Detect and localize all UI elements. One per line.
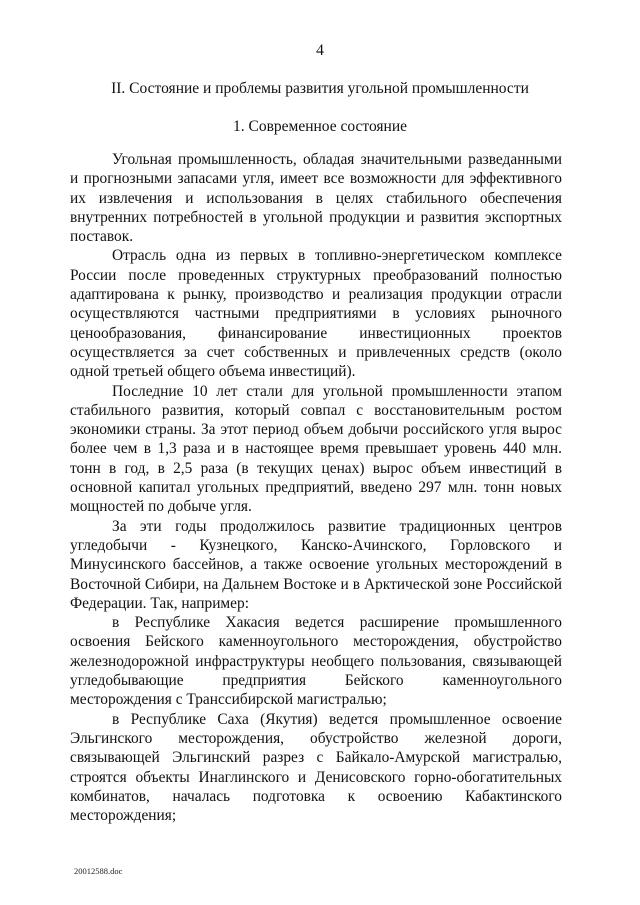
paragraph-yakutia: в Республике Саха (Якутия) ведется промышленное освоение Эльгинского месторождения, обустройство железной дороги, связывающей Эльгинский разрез с Байкало-Амурской магистралью, строятся объекты Инаглинского и Денисовского горно-обогатительных комбинатов, началась подготовка к освоению Кабактинского месторождения; [70,710,562,825]
page-number: 4 [316,42,324,59]
section-heading: II. Состояние и проблемы развития угольной промышленности [111,80,529,97]
subsection-heading: 1. Современное состояние [232,118,408,135]
paragraph-market-adaptation: Отрасль одна из первых в топливно-энергетическом комплексе России после проведенных структурных преобразований полностью адаптирована к рынку, производство и реализация продукции отрасли осуществляются частными предприятиями в условиях рыночного ценообразования, финансирование инвестиционных проектов осуществляется за счет собственных и привлеченных средств (около одной третьей общего объема инвестиций). [70,247,562,381]
paragraph-traditional-centers: За эти годы продолжилось развитие традиционных центров угледобычи - Кузнецкого, Канско-Ачинского, Горловского и Минусинского бассейнов, а также освоение угольных месторождений в Восточной Сибири, на Дальнем Востоке и в Арктической зоне Российской Федерации. Так, например: [70,517,562,612]
paragraph-last-10-years: Последние 10 лет стали для угольной промышленности этапом стабильного развития, который совпал с восстановительным ростом экономики страны. За этот период объем добычи российского угля вырос более чем в 1,3 раза и в настоящее время превышает уровень 440 млн. тонн в год, в 2,5 раза (в текущих ценах) вырос объем инвестиций в основной капитал угольных предприятий, введено 297 млн. тонн новых мощностей по добыче угля. [70,382,562,516]
footer-filename: 20012588.doc [74,866,123,876]
document-body [70,150,562,825]
paragraph-khakassia: в Республике Хакасия ведется расширение промышленного освоения Бейского каменноугольного месторождения, обустройство железнодорожной инфраструктуры необщего пользования, связывающей угледобывающие предприятия Бейского каменноугольного месторождения с Транссибирской магистралью; [70,614,562,709]
paragraph-coal-industry-overview: Угольная промышленность, обладая значительными разведанными и прогнозными запасами угля, имеет все возможности для эффективного их извлечения и использования в целях стабильного обеспечения внутренних потребностей в угольной продукции и развития экспортных поставок. [70,151,562,246]
